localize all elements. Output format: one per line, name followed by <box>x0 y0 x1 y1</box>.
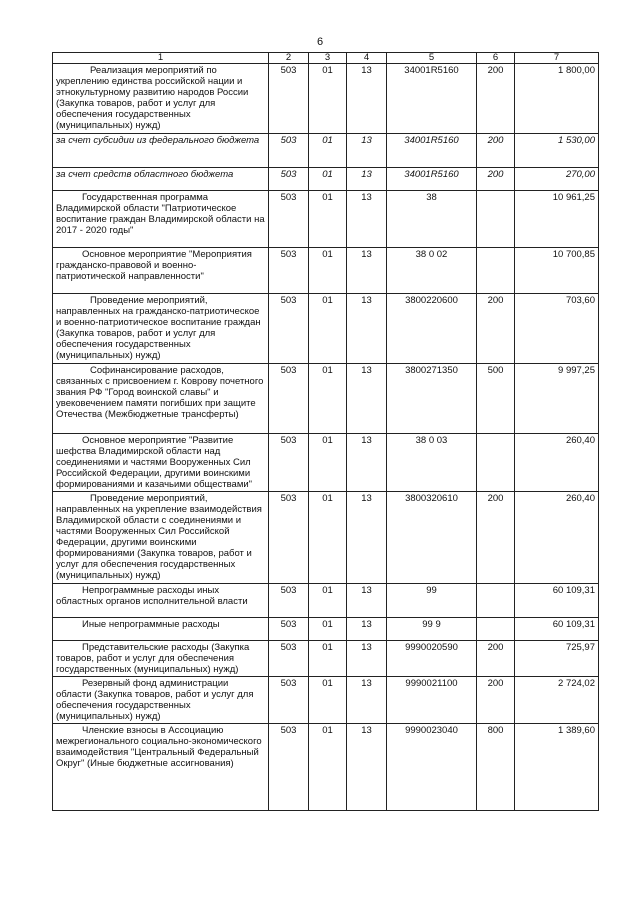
row-rz: 01 <box>309 584 347 618</box>
table-row <box>53 618 599 641</box>
row-pr: 13 <box>347 64 387 134</box>
row-rz: 01 <box>309 677 347 724</box>
row-ved: 503 <box>269 134 309 168</box>
header-cell-6: 6 <box>477 53 515 64</box>
row-ved: 503 <box>269 641 309 677</box>
budget-table <box>52 52 599 811</box>
row-csr: 3800271350 <box>387 364 477 434</box>
row-name: Государственная программа Владимирской области "Патриотическое воспитание граждан Владимирской области на 2017 - 2020 годы" <box>53 191 269 248</box>
row-csr: 99 9 <box>387 618 477 641</box>
row-csr: 38 <box>387 191 477 248</box>
row-pr: 13 <box>347 641 387 677</box>
row-csr: 38 0 02 <box>387 248 477 294</box>
row-pr: 13 <box>347 724 387 811</box>
row-pr: 13 <box>347 618 387 641</box>
row-csr: 34001R5160 <box>387 134 477 168</box>
table-row <box>53 492 599 584</box>
row-vr <box>477 248 515 294</box>
row-sum: 60 109,31 <box>515 618 599 641</box>
row-sum: 1 389,60 <box>515 724 599 811</box>
row-vr: 500 <box>477 364 515 434</box>
header-cell-5: 5 <box>387 53 477 64</box>
table-row <box>53 724 599 811</box>
row-sum: 725,97 <box>515 641 599 677</box>
row-name: Непрограммные расходы иных областных органов исполнительной власти <box>53 584 269 618</box>
table-row <box>53 677 599 724</box>
row-csr: 34001R5160 <box>387 168 477 191</box>
row-pr: 13 <box>347 191 387 248</box>
row-vr: 200 <box>477 641 515 677</box>
row-rz: 01 <box>309 641 347 677</box>
row-ved: 503 <box>269 584 309 618</box>
row-pr: 13 <box>347 584 387 618</box>
row-pr: 13 <box>347 492 387 584</box>
row-rz: 01 <box>309 492 347 584</box>
row-name: за счет субсидии из федерального бюджета <box>53 134 269 168</box>
row-rz: 01 <box>309 191 347 248</box>
header-cell-1: 1 <box>53 53 269 64</box>
row-vr <box>477 434 515 492</box>
row-sum: 10 700,85 <box>515 248 599 294</box>
row-name: Софинансирование расходов, связанных с присвоением г. Коврову почетного звания РФ "Город воинской славы" и увековечением памяти погибших при защите Отечества (Межбюджетные трансферты) <box>53 364 269 434</box>
row-pr: 13 <box>347 434 387 492</box>
row-pr: 13 <box>347 294 387 364</box>
row-vr <box>477 191 515 248</box>
row-vr: 200 <box>477 168 515 191</box>
table-row <box>53 248 599 294</box>
row-csr: 99 <box>387 584 477 618</box>
row-rz: 01 <box>309 618 347 641</box>
row-name: за счет средств областного бюджета <box>53 168 269 191</box>
header-row <box>53 53 599 64</box>
row-sum: 9 997,25 <box>515 364 599 434</box>
row-pr: 13 <box>347 364 387 434</box>
header-cell-4: 4 <box>347 53 387 64</box>
row-vr <box>477 618 515 641</box>
row-sum: 260,40 <box>515 434 599 492</box>
table-row <box>53 641 599 677</box>
row-csr: 9990021100 <box>387 677 477 724</box>
row-ved: 503 <box>269 677 309 724</box>
row-pr: 13 <box>347 168 387 191</box>
row-sum: 1 800,00 <box>515 64 599 134</box>
row-csr: 9990023040 <box>387 724 477 811</box>
row-vr <box>477 584 515 618</box>
page-number: 6 <box>316 36 324 48</box>
row-ved: 503 <box>269 168 309 191</box>
row-rz: 01 <box>309 168 347 191</box>
row-name: Представительские расходы (Закупка товаров, работ и услуг для обеспечения государственных (муниципальных) нужд) <box>53 641 269 677</box>
row-vr: 200 <box>477 294 515 364</box>
row-vr: 200 <box>477 492 515 584</box>
row-name: Членские взносы в Ассоциацию межрегионального социально-экономического взаимодействия "Центральный Федеральный Округ" (Иные бюджетные ассигнования) <box>53 724 269 811</box>
row-rz: 01 <box>309 364 347 434</box>
row-ved: 503 <box>269 492 309 584</box>
row-rz: 01 <box>309 724 347 811</box>
row-vr: 200 <box>477 64 515 134</box>
table-row <box>53 364 599 434</box>
header-cell-7: 7 <box>515 53 599 64</box>
row-name: Основное мероприятие "Мероприятия гражданско-правовой и военно-патриотической направленности" <box>53 248 269 294</box>
row-ved: 503 <box>269 294 309 364</box>
row-sum: 60 109,31 <box>515 584 599 618</box>
row-name: Иные непрограммные расходы <box>53 618 269 641</box>
row-name: Проведение мероприятий, направленных на гражданско-патриотическое и военно-патриотическое воспитание граждан (Закупка товаров, работ и услуг для обеспечения государственных (муниципальных) нужд) <box>53 294 269 364</box>
table-row <box>53 434 599 492</box>
row-rz: 01 <box>309 134 347 168</box>
row-ved: 503 <box>269 724 309 811</box>
row-sum: 1 530,00 <box>515 134 599 168</box>
row-csr: 3800220600 <box>387 294 477 364</box>
row-sum: 10 961,25 <box>515 191 599 248</box>
row-pr: 13 <box>347 134 387 168</box>
table-row <box>53 584 599 618</box>
row-csr: 3800320610 <box>387 492 477 584</box>
row-name: Проведение мероприятий, направленных на укрепление взаимодействия Владимирской области с соединениями и частями Вооруженных Сил Российской Федерации, другими воинскими формированиями (Закупка товаров, работ и услуг для обеспечения государственных (муниципальных) нужд) <box>53 492 269 584</box>
row-vr: 200 <box>477 134 515 168</box>
row-rz: 01 <box>309 434 347 492</box>
table-row <box>53 168 599 191</box>
row-pr: 13 <box>347 677 387 724</box>
row-ved: 503 <box>269 248 309 294</box>
row-rz: 01 <box>309 294 347 364</box>
row-pr: 13 <box>347 248 387 294</box>
table-row <box>53 191 599 248</box>
row-name: Основное мероприятие "Развитие шефства Владимирской области над соединениями и частями Вооруженных Сил Российской Федерации, другими воинскими формированиями и казачьими обществами" <box>53 434 269 492</box>
row-csr: 9990020590 <box>387 641 477 677</box>
row-sum: 703,60 <box>515 294 599 364</box>
row-name: Реализация мероприятий по укреплению единства российской нации и этнокультурному развитию народов России (Закупка товаров, работ и услуг для обеспечения государственных (муниципальных) нужд) <box>53 64 269 134</box>
header-cell-2: 2 <box>269 53 309 64</box>
row-vr: 200 <box>477 677 515 724</box>
header-cell-3: 3 <box>309 53 347 64</box>
row-sum: 260,40 <box>515 492 599 584</box>
table-row <box>53 134 599 168</box>
table-row <box>53 64 599 134</box>
row-rz: 01 <box>309 64 347 134</box>
row-name: Резервный фонд администрации области (Закупка товаров, работ и услуг для обеспечения государственных (муниципальных) нужд) <box>53 677 269 724</box>
table-row <box>53 294 599 364</box>
row-csr: 38 0 03 <box>387 434 477 492</box>
row-csr: 34001R5160 <box>387 64 477 134</box>
row-ved: 503 <box>269 364 309 434</box>
row-sum: 270,00 <box>515 168 599 191</box>
row-ved: 503 <box>269 64 309 134</box>
row-vr: 800 <box>477 724 515 811</box>
row-rz: 01 <box>309 248 347 294</box>
row-ved: 503 <box>269 191 309 248</box>
row-ved: 503 <box>269 434 309 492</box>
row-ved: 503 <box>269 618 309 641</box>
row-sum: 2 724,02 <box>515 677 599 724</box>
